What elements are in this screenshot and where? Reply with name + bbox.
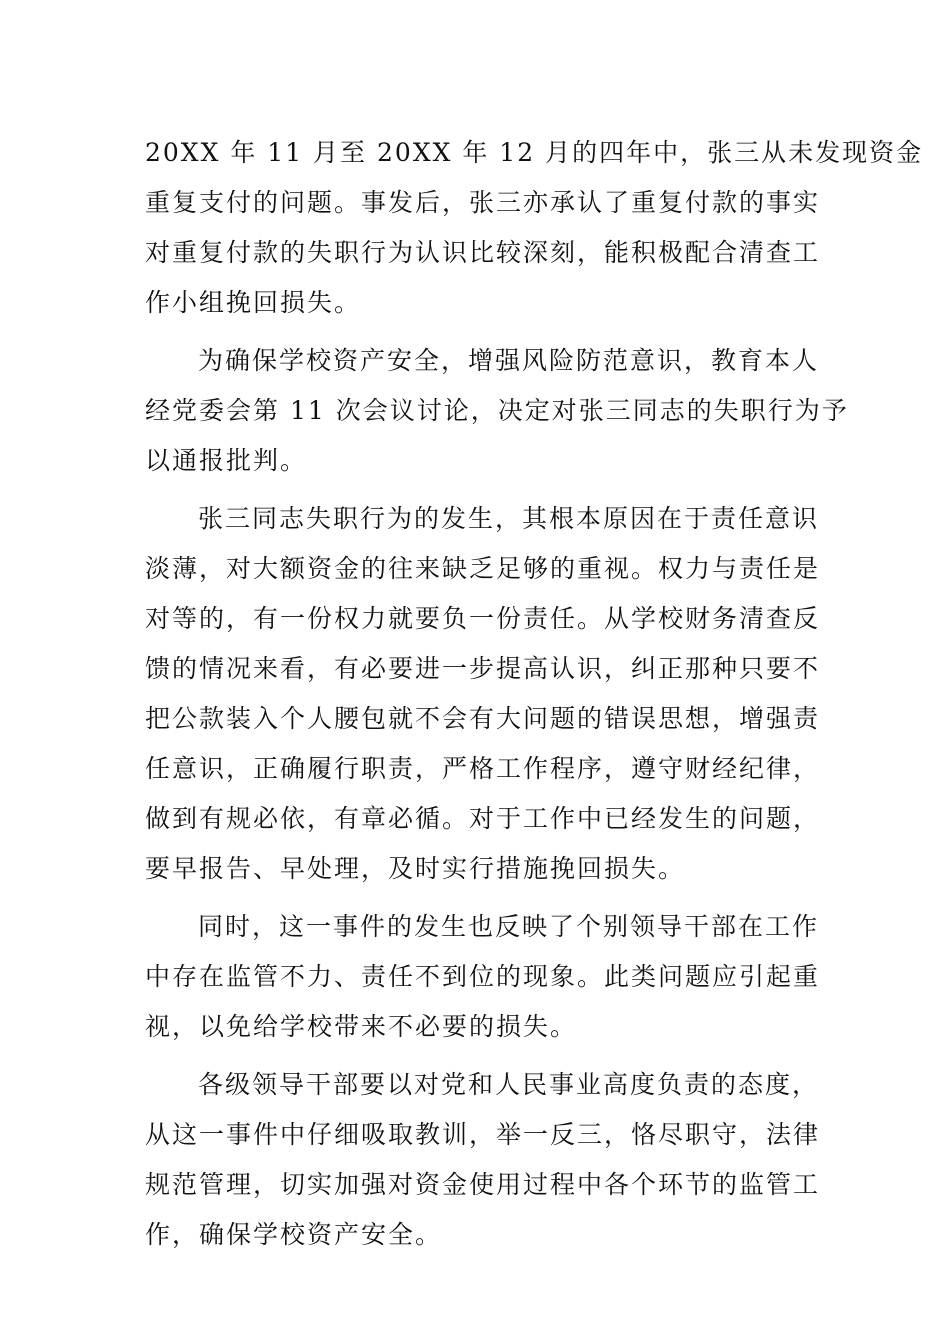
paragraph-4: [145, 902, 821, 1052]
paragraph-line: 重复支付的问题。事发后，张三亦承认了重复付款的事实: [145, 188, 821, 217]
paragraph-line: 视，以免给学校带来不必要的损失。: [145, 1012, 578, 1041]
paragraph-line: 张三同志失职行为的发生，其根本原因在于责任意识: [198, 504, 820, 533]
paragraph-1: [145, 128, 924, 328]
paragraph-line: 从这一事件中仔细吸取教训，举一反三，恪尽职守，法律: [145, 1120, 821, 1149]
paragraph-line: 馈的情况来看，有必要进一步提高认识，纠正那种只要不: [145, 654, 821, 683]
paragraph-line: 要早报告、早处理，及时实行措施挽回损失。: [145, 854, 686, 883]
paragraph-line: 中存在监管不力、责任不到位的现象。此类问题应引起重: [145, 962, 821, 991]
paragraph-line: 各级领导干部要以对党和人民事业高度负责的态度，: [198, 1070, 820, 1099]
paragraph-line: 对重复付款的失职行为认识比较深刻，能积极配合清查工: [145, 238, 821, 267]
document-body: [145, 128, 924, 1260]
paragraph-line: 以通报批判。: [145, 446, 308, 475]
paragraph-line: 20XX 年 11 月至 20XX 年 12 月的四年中，张三从未发现资金: [145, 138, 924, 167]
paragraph-line: 把公款装入个人腰包就不会有大问题的错误思想，增强责: [145, 704, 821, 733]
paragraph-2: [145, 336, 849, 486]
paragraph-line: 对等的，有一份权力就要负一份责任。从学校财务清查反: [145, 604, 821, 633]
paragraph-5: [145, 1060, 821, 1260]
paragraph-line: 作，确保学校资产安全。: [145, 1220, 443, 1249]
paragraph-3: [145, 494, 821, 894]
paragraph-line: 作小组挽回损失。: [145, 288, 362, 317]
paragraph-line: 任意识，正确履行职责，严格工作程序，遵守财经纪律，: [145, 754, 821, 783]
paragraph-line: 规范管理，切实加强对资金使用过程中各个环节的监管工: [145, 1170, 821, 1199]
paragraph-line: 做到有规必依，有章必循。对于工作中已经发生的问题，: [145, 804, 821, 833]
paragraph-line: 同时，这一事件的发生也反映了个别领导干部在工作: [198, 912, 820, 941]
paragraph-line: 经党委会第 11 次会议讨论，决定对张三同志的失职行为予: [145, 396, 849, 425]
paragraph-line: 淡薄，对大额资金的往来缺乏足够的重视。权力与责任是: [145, 554, 821, 583]
paragraph-line: 为确保学校资产安全，增强风险防范意识，教育本人: [198, 346, 820, 375]
